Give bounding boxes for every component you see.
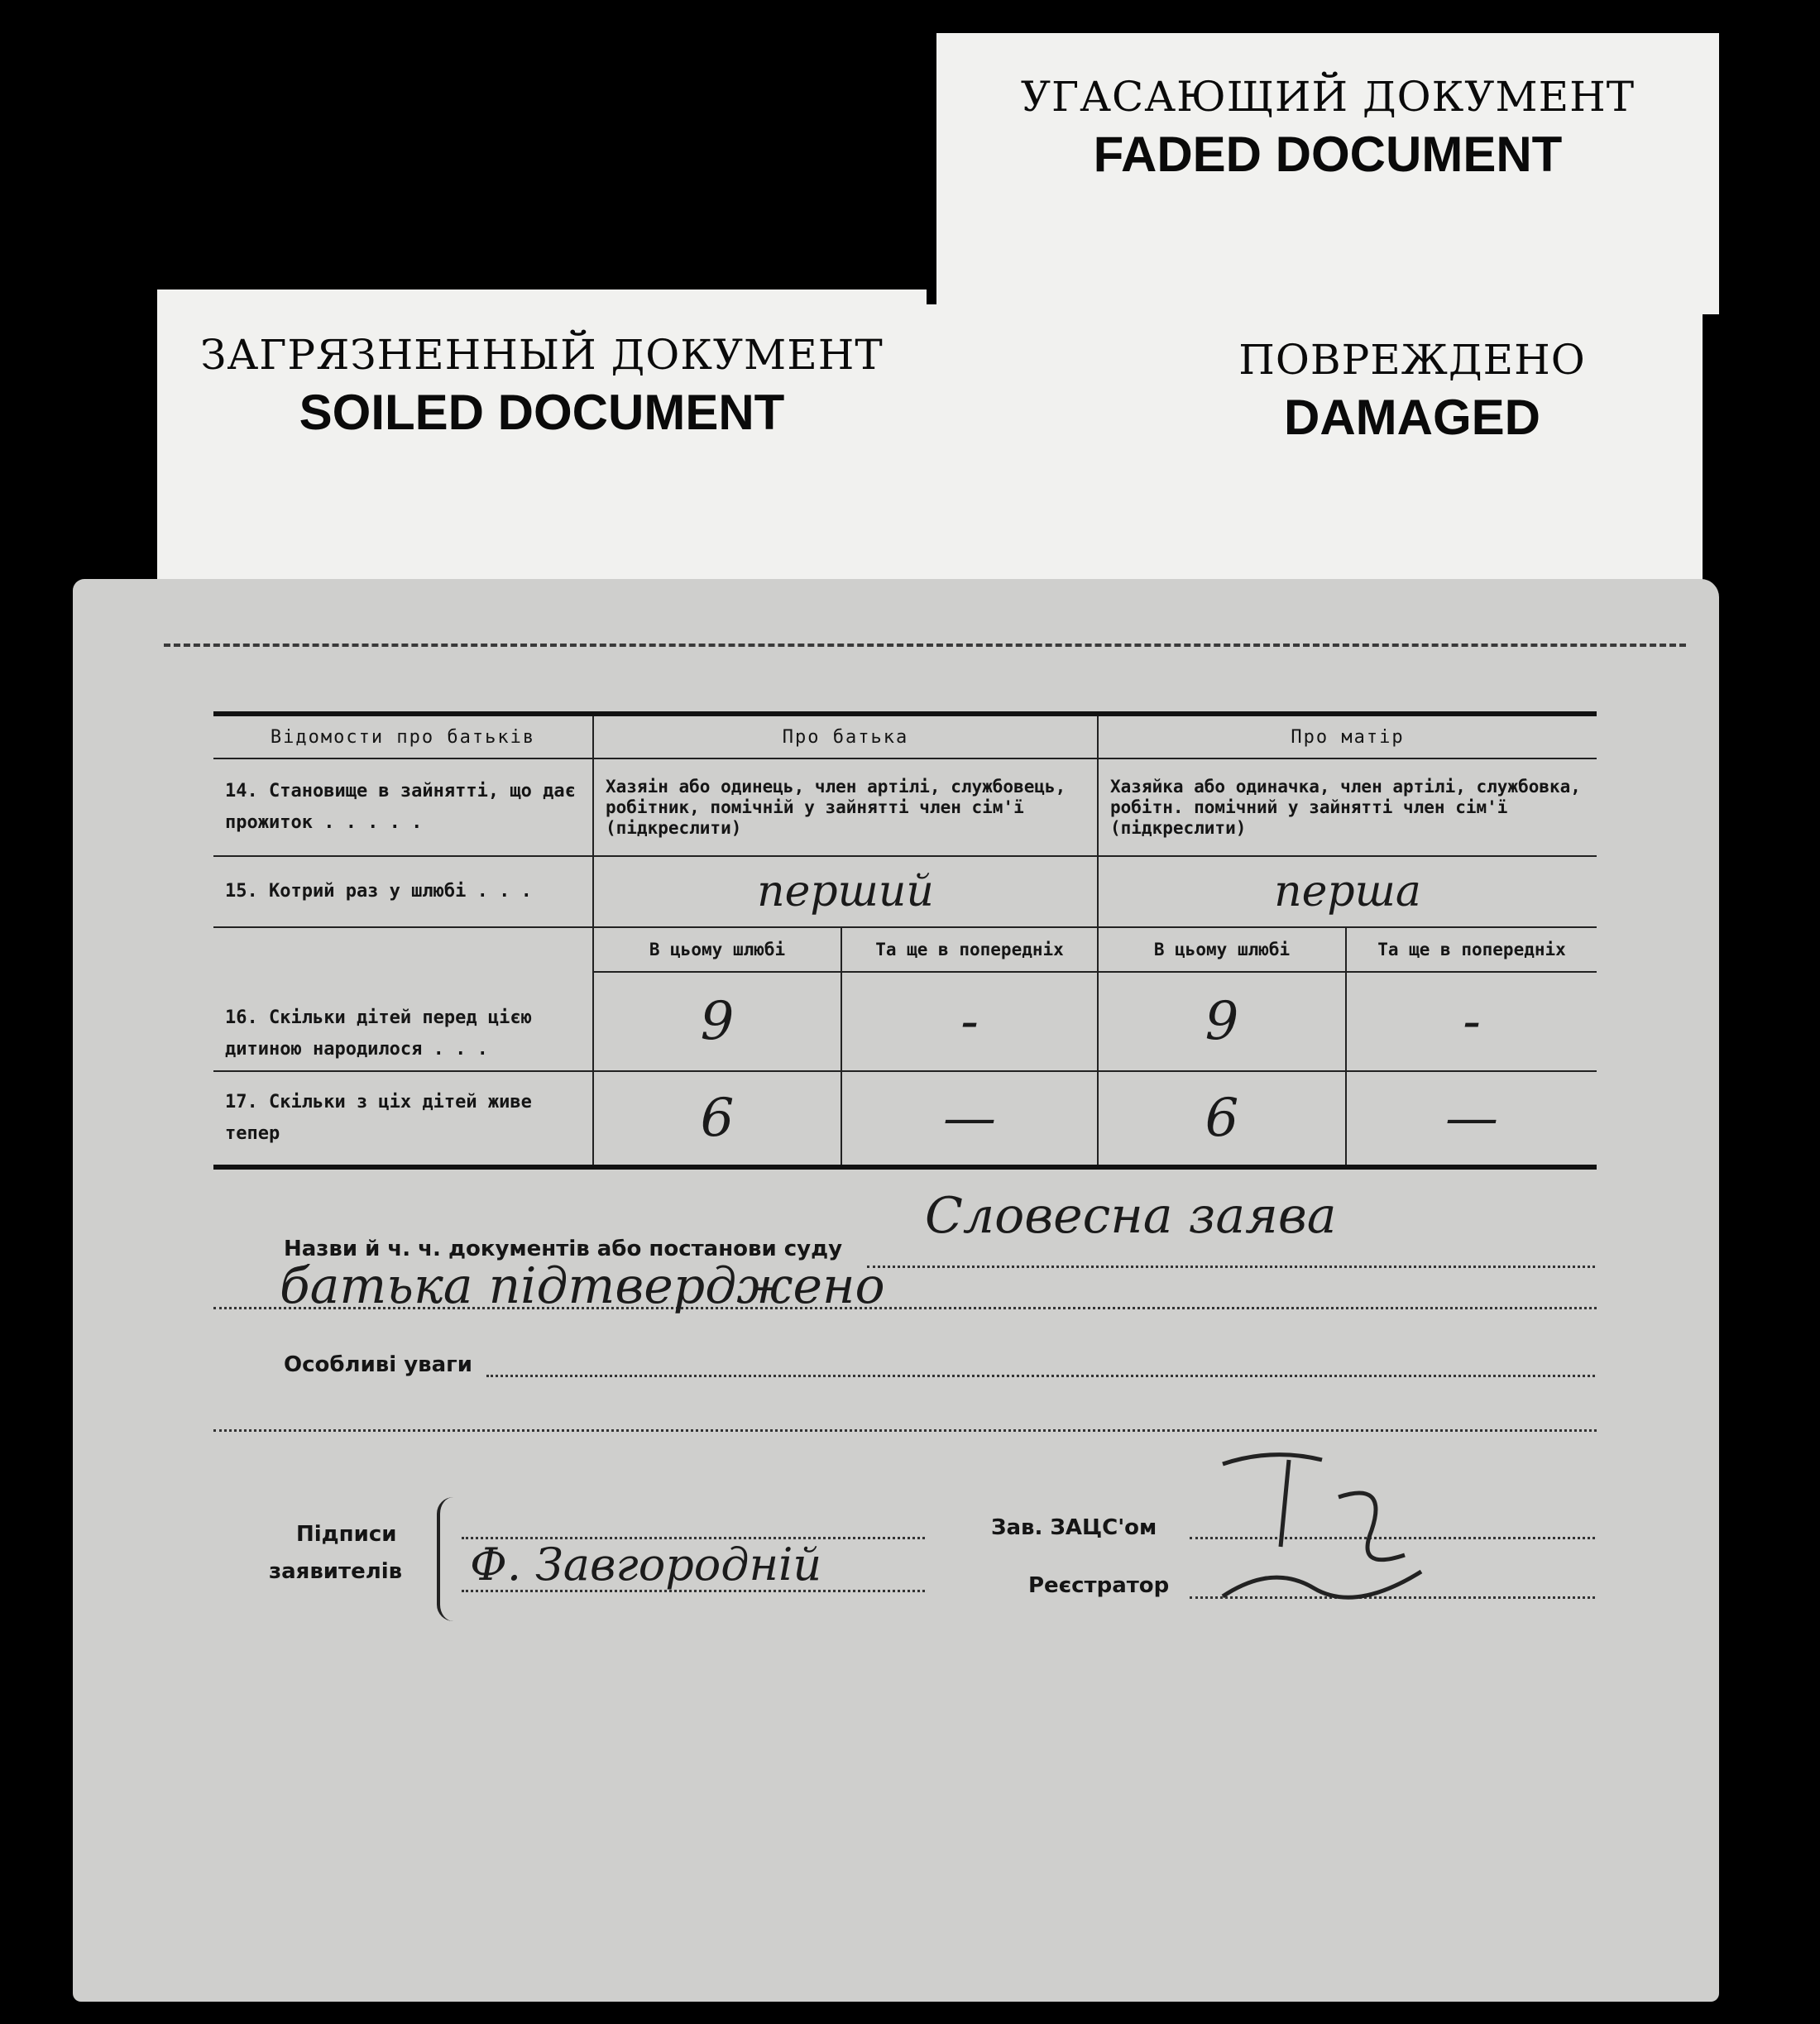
head-zags-label: Зав. ЗАЦС'ом bbox=[991, 1515, 1157, 1540]
remarks-line-1 bbox=[486, 1375, 1595, 1377]
faded-en-label: FADED DOCUMENT bbox=[1093, 127, 1563, 182]
row16-mother-this: 9 bbox=[1098, 972, 1346, 1071]
subheader-father-this: В цьому шлюбі bbox=[593, 927, 841, 972]
row15-mother-value: перша bbox=[1098, 856, 1597, 927]
faded-ru-label: УГАСАЮЩИЙ ДОКУМЕНТ bbox=[1020, 73, 1636, 121]
registrar-label: Реєстратор bbox=[1028, 1573, 1170, 1598]
row17-label: 17. Скільки з ціх дітей живе тепер bbox=[213, 1071, 593, 1167]
row16-label: 16. Скільки дітей перед цією дитиною народилося . . . bbox=[213, 927, 593, 1071]
row16-father-this: 9 bbox=[593, 972, 841, 1071]
applicant-signature: Ф. Завгородній bbox=[470, 1538, 822, 1591]
faded-document-card bbox=[936, 33, 1719, 314]
row17-mother-this: 6 bbox=[1098, 1071, 1346, 1167]
damaged-document-card bbox=[923, 304, 1703, 582]
perforation-line bbox=[164, 644, 1686, 647]
row16-mother-previous: - bbox=[1346, 972, 1597, 1071]
documents-line-1 bbox=[867, 1266, 1595, 1268]
subheader-father-previous: Та ще в попередніх bbox=[841, 927, 1098, 972]
soiled-document-card bbox=[157, 289, 927, 596]
record-form-sheet bbox=[73, 579, 1719, 2002]
header-parents-info: Відомости про батьків bbox=[213, 714, 593, 758]
row14-label: 14. Становище в зайнятті, що дає прожиток . . . . . bbox=[213, 758, 593, 856]
parents-info-table bbox=[213, 711, 1597, 1170]
subheader-mother-previous: Та ще в попередніх bbox=[1346, 927, 1597, 972]
row17-father-previous: — bbox=[841, 1071, 1098, 1167]
subheader-mother-this: В цьому шлюбі bbox=[1098, 927, 1346, 972]
registrar-signature-scribble bbox=[1173, 1431, 1521, 1629]
soiled-ru-label: ЗАГРЯЗНЕННЫЙ ДОКУМЕНТ bbox=[200, 331, 884, 379]
applicants-label-2: заявителів bbox=[269, 1559, 403, 1584]
row14-mother-options: Хазяйка або одиначка, член артілі, службовка, робітн. помічний у зайнятті член сім'ї (підкреслити) bbox=[1098, 758, 1597, 856]
row15-father-value: перший bbox=[593, 856, 1098, 927]
row14-father-options: Хазяін або одинець, член артілі, службовець, робітник, помічній у зайнятті член сім'ї (підкреслити) bbox=[593, 758, 1098, 856]
applicants-brace bbox=[437, 1497, 460, 1621]
row16-father-previous: - bbox=[841, 972, 1098, 1071]
documents-value-2: батька підтверджено bbox=[280, 1257, 885, 1315]
damaged-en-label: DAMAGED bbox=[1284, 390, 1540, 445]
row15-label: 15. Котрий раз у шлюбі . . . bbox=[213, 856, 593, 927]
documents-value-1: Словесна заява bbox=[925, 1187, 1337, 1245]
header-father: Про батька bbox=[593, 714, 1098, 758]
row17-father-this: 6 bbox=[593, 1071, 841, 1167]
remarks-label: Особливі уваги bbox=[284, 1352, 472, 1377]
documents-label: Назви й ч. ч. документів або постанови суду bbox=[284, 1237, 843, 1261]
applicants-label-1: Підписи bbox=[296, 1522, 397, 1547]
header-mother: Про матір bbox=[1098, 714, 1597, 758]
damaged-ru-label: ПОВРЕЖДЕНО bbox=[1238, 336, 1586, 384]
row17-mother-previous: — bbox=[1346, 1071, 1597, 1167]
soiled-en-label: SOILED DOCUMENT bbox=[299, 385, 785, 440]
